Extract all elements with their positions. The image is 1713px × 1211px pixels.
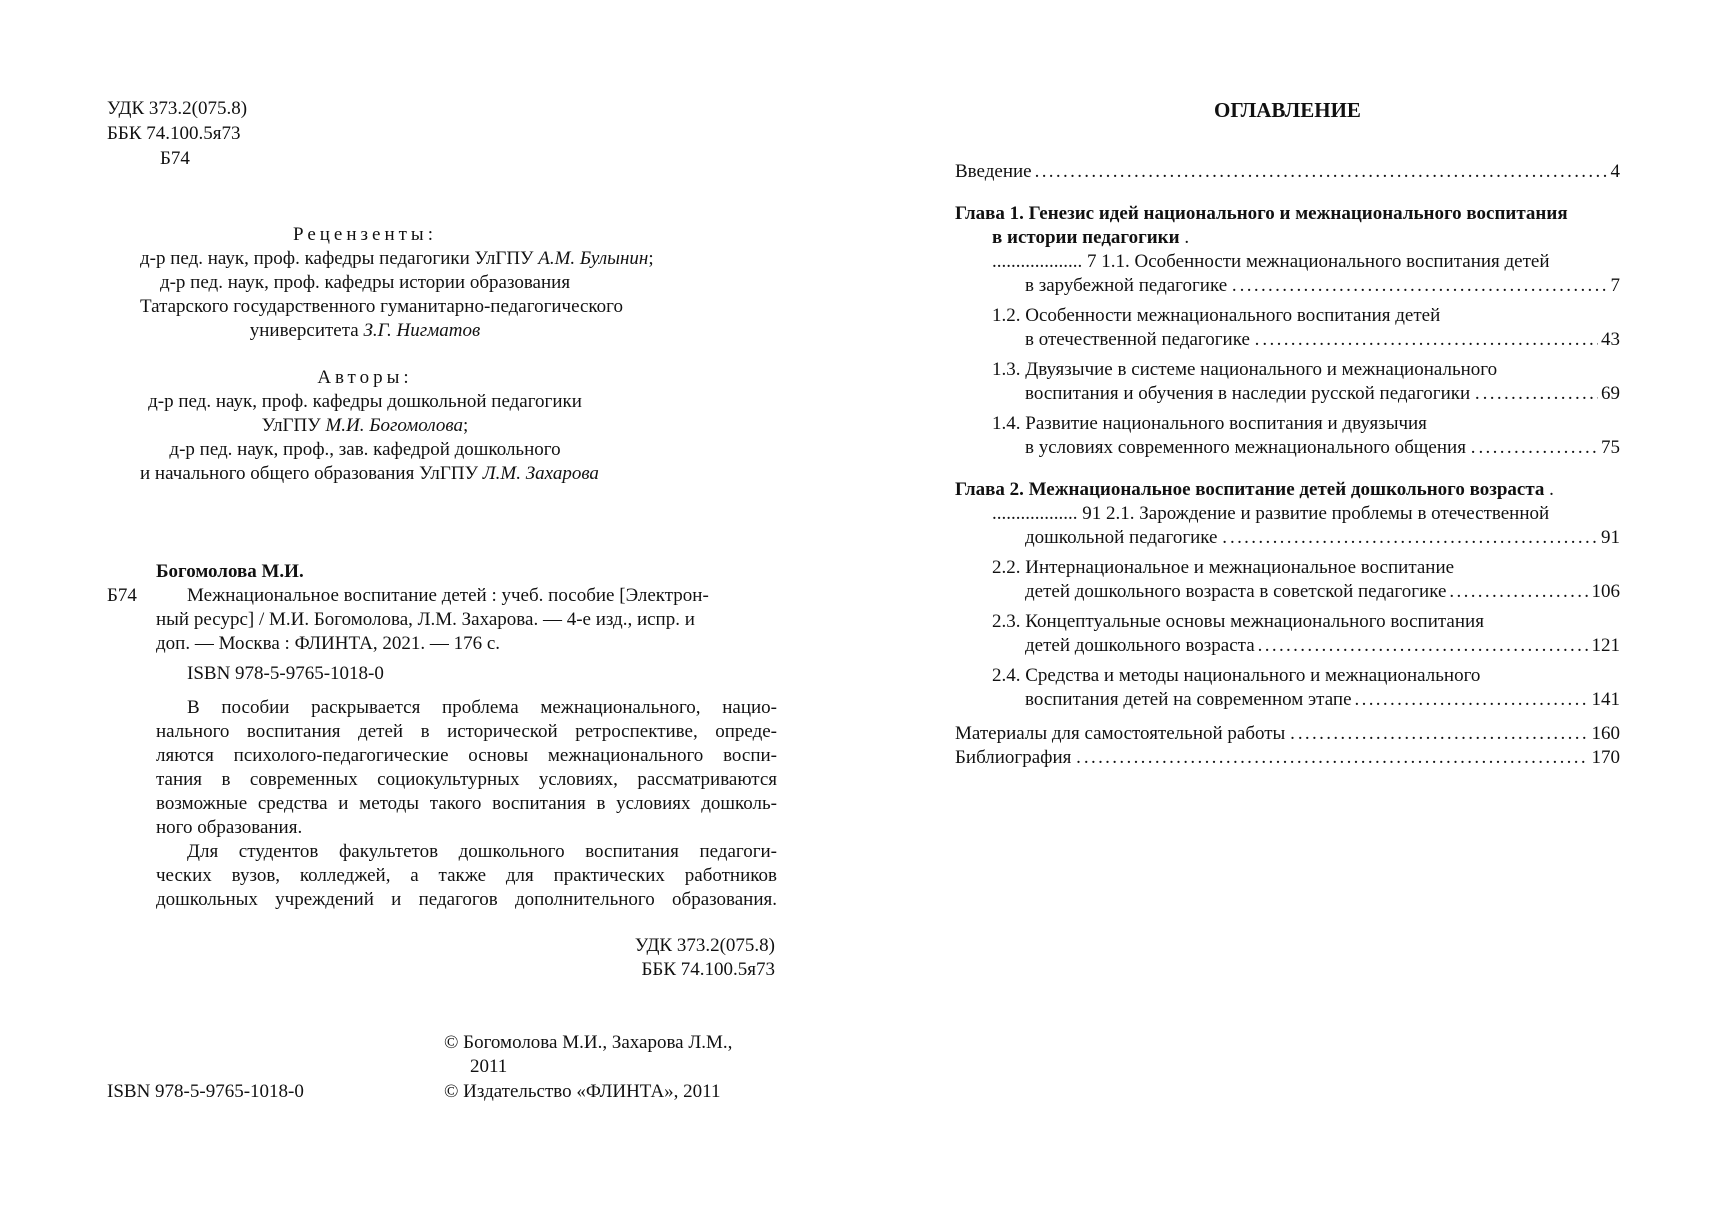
abstract-line: ного образования.	[156, 817, 303, 838]
toc-section-2-1[interactable]: .................. 91 2.1. Зарождение и развитие проблемы в отечественной	[992, 503, 1550, 524]
reviewer-2-line1: д-р пед. наук, проф. кафедры истории образования	[159, 272, 571, 293]
record-desc-line1: Б74 Межнациональное воспитание детей : учеб. пособие [Электрон-	[107, 585, 709, 606]
toc-materials[interactable]: Материалы для самостоятельной работы . . . . 160	[955, 722, 1620, 746]
author-mark: Б74	[160, 148, 190, 169]
author-1-line1: д-р пед. наук, проф. кафедры дошкольной педагогики	[148, 391, 582, 412]
toc-bibliography[interactable]: Библиография . . . . 170	[955, 746, 1620, 770]
reviewer-2-line3: университета З.Г. Нигматов	[249, 320, 481, 341]
toc-section-2-2-line2[interactable]: детей дошкольного возраста в советской педагогике . . . 106	[955, 580, 1620, 604]
udk-code: УДК 373.2(075.8)	[107, 98, 248, 119]
abstract-line: ляются психолого-педагогические основы межнационального воспи-	[156, 745, 777, 766]
toc-section-2-1-line2[interactable]: дошкольной педагогике . . . . 91	[955, 526, 1620, 550]
toc-chapter-2[interactable]: Глава 2. Межнациональное воспитание детей дошкольного возраста .	[955, 479, 1554, 500]
toc-intro[interactable]: Введение . . . 4	[955, 160, 1620, 184]
toc-section-1-4-line2[interactable]: в условиях современного межнационального общения . . . . 75	[955, 436, 1620, 460]
reviewer-2-name: З.Г. Нигматов	[363, 320, 481, 341]
authors-block	[140, 366, 599, 486]
abstract-line: тания в современных социокультурных условиях, рассматриваются	[156, 769, 777, 790]
bbk-code: ББК 74.100.5я73	[107, 123, 241, 144]
toc-section-2-3-line2[interactable]: детей дошкольного возраста . . . 121	[955, 634, 1620, 658]
audience-line: дошкольных учреждений и педагогов дополнительного образования.	[156, 889, 777, 910]
author-1-line2: УлГПУ М.И. Богомолова;	[261, 415, 469, 436]
toc-section-1-2-line2[interactable]: в отечественной педагогике . . . . 43	[955, 328, 1620, 352]
audience-line: ческих вузов, колледжей, а также для практических работников	[156, 865, 777, 886]
author-2-line2: и начального общего образования УлГПУ Л.М. Захарова	[140, 463, 599, 484]
record-isbn: ISBN 978-5-9765-1018-0	[187, 663, 384, 684]
copyright-line2: 2011	[470, 1056, 508, 1077]
toc-section-1-3-line2[interactable]: воспитания и обучения в наследии русской педагогики . . . . 69	[955, 382, 1620, 406]
reviewer-1: д-р пед. наук, проф. кафедры педагогики УлГПУ А.М. Булынин;	[140, 248, 654, 269]
author-2-line1: д-р пед. наук, проф., зав. кафедрой дошкольного	[169, 439, 561, 460]
toc-section-2-4[interactable]: 2.4. Средства и методы национального и межнационального	[992, 665, 1481, 686]
audience-line: Для студентов факультетов дошкольного воспитания педагоги-	[187, 841, 777, 862]
record-desc-line2: ный ресурс] / М.И. Богомолова, Л.М. Захарова. — 4-е изд., испр. и	[156, 609, 695, 630]
copyright-line3: © Издательство «ФЛИНТА», 2011	[444, 1081, 721, 1102]
toc-section-1-2[interactable]: 1.2. Особенности межнационального воспитания детей	[992, 305, 1441, 326]
copyright-isbn: ISBN 978-5-9765-1018-0	[107, 1081, 304, 1102]
authors-heading: Авторы:	[317, 367, 413, 388]
toc-title: ОГЛАВЛЕНИЕ	[1214, 98, 1361, 122]
author-1-name: М.И. Богомолова	[325, 415, 463, 436]
toc-section-2-3[interactable]: 2.3. Концептуальные основы межнационального воспитания	[992, 611, 1484, 632]
abstract	[107, 696, 777, 912]
toc-section-1-3[interactable]: 1.3. Двуязычие в системе национального и межнационального	[992, 359, 1498, 380]
toc-section-1-1-line2[interactable]: в зарубежной педагогике . . . . 7	[955, 274, 1620, 298]
record-author: Богомолова М.И.	[156, 561, 304, 582]
author-2-name: Л.М. Захарова	[482, 463, 599, 484]
reviewer-2-line2: Татарского государственного гуманитарно-педагогического	[140, 296, 624, 317]
abstract-line: возможные средства и методы такого воспитания в условиях дошколь-	[156, 793, 777, 814]
abstract-line: нального воспитания детей в исторической ретроспективе, опреде-	[156, 721, 777, 742]
reviewers-heading: Рецензенты:	[293, 224, 437, 245]
toc-section-2-4-line2[interactable]: воспитания детей на современном этапе . . . 141	[955, 688, 1620, 712]
bibliographic-record	[107, 560, 777, 912]
record-desc-line3: доп. — Москва : ФЛИНТА, 2021. — 176 с.	[156, 633, 501, 654]
toc-section-1-4[interactable]: 1.4. Развитие национального воспитания и двуязычия	[992, 413, 1427, 434]
toc-section-1-1[interactable]: ................... 7 1.1. Особенности межнационального воспитания детей	[992, 251, 1550, 272]
record-code: Б74	[107, 585, 137, 606]
reviewer-1-name: А.М. Булынин	[538, 248, 649, 269]
toc-chapter-1[interactable]: Глава 1. Генезис идей национального и межнационального воспитания	[955, 203, 1568, 224]
abstract-line: В пособии раскрывается проблема межнационального, нацио-	[187, 697, 777, 718]
copyright-line1: © Богомолова М.И., Захарова Л.М.,	[444, 1032, 733, 1053]
table-of-contents	[955, 160, 1620, 770]
record-udk: УДК 373.2(075.8)	[634, 935, 775, 956]
reviewers-block	[140, 223, 654, 343]
toc-section-2-2[interactable]: 2.2. Интернациональное и межнациональное воспитание	[992, 557, 1455, 578]
record-bbk: ББК 74.100.5я73	[641, 959, 775, 980]
toc-chapter-1-line2[interactable]: в истории педагогики .	[992, 227, 1190, 248]
